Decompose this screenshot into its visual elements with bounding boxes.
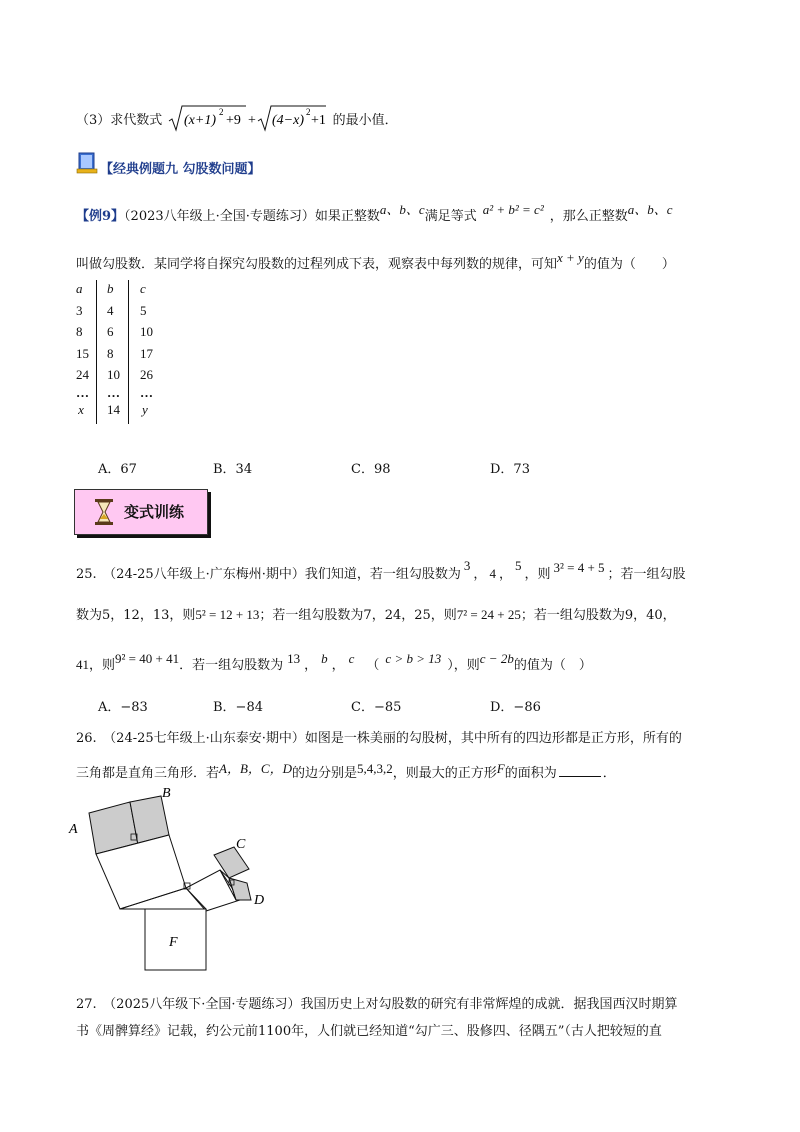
variant-training-box <box>74 489 208 535</box>
label-F: F <box>169 935 178 950</box>
q27-line2: 书《周髀算经》记载，约公元前1100年，人们就已经知道“勾广三、股修四、径隅五”（古人把较短的直 <box>76 1024 662 1039</box>
q26-l2d: 的面积为 <box>504 766 557 781</box>
q25-l1eq: 3² = 4 + 5 <box>553 560 605 575</box>
q25-option-c: C．−85 <box>351 700 402 715</box>
q26-l2e: ． <box>602 766 616 781</box>
q25-line1: 25. （24-25八年级上·广东梅州·期中）我们知道，若一组勾股数为3， 4 ，5，则 3² = 4 + 5 ；若一组勾股 <box>76 558 686 582</box>
example9-abc: a、b、c <box>379 202 425 217</box>
q25-line2 <box>76 604 676 623</box>
q3-line <box>76 103 398 133</box>
table-cell: 4 <box>107 302 114 318</box>
table-cell: 17 <box>140 345 153 361</box>
table-cell: … <box>107 384 120 400</box>
q25-n5: 5 <box>514 558 522 573</box>
q25-l2b: ；若一组勾股数为7，24，25，则 <box>259 608 457 623</box>
table-cell: 26 <box>140 367 153 382</box>
q25-n13: 13 <box>287 651 301 666</box>
q25-option-a: A．−83 <box>98 700 148 715</box>
q25-l1c: ；若一组勾股 <box>607 567 686 582</box>
q25-l3eq: 9² = 40 + 41 <box>115 651 180 666</box>
table-col-a <box>76 278 96 420</box>
q3-expr-b: +9 <box>226 113 242 128</box>
table-cell: 6 <box>107 324 114 339</box>
example9-option-d: D．73 <box>490 462 530 477</box>
table-divider-2 <box>128 280 129 424</box>
q3-expr-a: (x+1) <box>184 113 217 128</box>
example9-line2a: 叫做勾股数．某同学将自探究勾股数的过程列成下表，观察表中每列数的规律，可知 <box>76 257 558 272</box>
example9-abc2: a、b、c <box>627 202 673 217</box>
q25-l3a: ，则 <box>89 658 116 673</box>
table-cell: … <box>140 384 153 400</box>
q27-line1: 27. （2025八年级下·全国·专题练习）我国历史上对勾股数的研究有非常辉煌的成就．据我国西汉时期算 <box>76 997 678 1012</box>
table-cell: x <box>78 401 84 417</box>
q3-exp2a: 2 <box>219 107 224 117</box>
table-header-c: c <box>140 281 146 296</box>
q3-plus: + <box>248 113 257 128</box>
answer-blank[interactable] <box>559 776 601 777</box>
label-D: D <box>254 893 265 908</box>
label-A: A <box>69 822 78 837</box>
q25-l1a: 25. （24-25八年级上·广东梅州·期中）我们知道，若一组勾股数为 <box>76 567 461 582</box>
variant-label: 变式训练 <box>124 503 185 521</box>
example9-tag: 【例9】 <box>76 209 125 224</box>
q25-line3: 41，则9² = 40 + 41．若一组勾股数为 13 ， b ， c （ c > b > 13 ），则c − 2b的值为（ ） <box>76 651 592 673</box>
section-title: 【经典例题九 勾股数问题】 <box>100 162 261 177</box>
book-icon <box>76 152 98 174</box>
table-cell: 5 <box>140 302 147 318</box>
q26-line1: 26. （24-25七年级上·山东泰安·期中）如图是一株美丽的勾股树，其中所有的四边形都是正方形，所有的 <box>76 731 682 746</box>
table-cell: 8 <box>107 345 114 361</box>
table-cell: 24 <box>76 367 89 382</box>
table-header-a: a <box>76 281 83 296</box>
table-col-b <box>107 278 129 420</box>
q3-expr-d: +1 <box>311 113 327 128</box>
q25-l2c: ；若一组勾股数为9，40， <box>520 608 676 623</box>
table-header-b: b <box>107 281 114 296</box>
q26-F: F <box>496 761 505 776</box>
example9-line1 <box>76 202 673 224</box>
table-cell: … <box>76 384 89 400</box>
example9-option-a: A．67 <box>98 462 137 477</box>
example9-source: （2023八年级上·全国·专题练习）如果正整数 <box>124 209 380 224</box>
q25-l3d: ，则 <box>453 658 480 673</box>
table-cell: 8 <box>76 324 83 339</box>
q25-expr: c − 2b <box>479 651 514 666</box>
q26-vals: 5,4,3,2 <box>356 761 393 776</box>
q25-l2a: 数为5，12，13，则 <box>76 608 196 623</box>
example9-option-b: B．34 <box>213 462 253 477</box>
q25-n4: 4 <box>489 566 496 581</box>
label-B: B <box>162 786 171 801</box>
q3-expression <box>168 103 328 133</box>
example9-xy: x + y <box>557 250 584 265</box>
q25-n3: 3 <box>463 558 471 573</box>
q26-l2a: 三角都是直角三角形．若 <box>76 766 220 781</box>
label-C: C <box>236 837 246 852</box>
table-cell: 10 <box>140 324 153 339</box>
hourglass-icon <box>94 499 114 525</box>
example9-eq: a² + b² = c² <box>482 202 544 217</box>
q3-exp2b: 2 <box>306 107 311 117</box>
q25-l3e: 的值为（ ） <box>513 658 592 673</box>
example9-option-c: C．98 <box>351 462 391 477</box>
q25-l2eq2: 7² = 24 + 25 <box>456 607 521 622</box>
table-cell: 10 <box>107 367 120 382</box>
table-cell: 15 <box>76 345 89 361</box>
q3-suffix: 的最小值． <box>332 113 398 128</box>
q25-l2eq1: 5² = 12 + 13 <box>195 607 260 622</box>
pythagoras-tree-figure <box>60 778 290 978</box>
q25-n41: 41 <box>76 657 89 672</box>
table-divider-1 <box>96 280 97 424</box>
table-cell: 14 <box>107 401 120 417</box>
example9-t1: 满足等式 <box>424 209 477 224</box>
q3-prefix: （3）求代数式 <box>76 113 163 128</box>
table-cell: 3 <box>76 302 83 318</box>
q25-var-b: b <box>321 651 328 666</box>
q3-expr-c: (4−x) <box>272 113 305 128</box>
q26-l2b: 的边分别是 <box>291 766 357 781</box>
table-col-c <box>140 278 162 420</box>
example9-t2: ，那么正整数 <box>549 209 628 224</box>
q25-cond: c > b > 13 <box>385 651 442 666</box>
q25-l1b: ，则 <box>524 567 551 582</box>
example9-line2b: 的值为（ ） <box>583 257 675 272</box>
q25-var-c: c <box>348 651 355 666</box>
q26-vars: A，B，C，D <box>219 761 292 776</box>
table-cell: y <box>142 401 148 417</box>
q25-option-b: B．−84 <box>213 700 263 715</box>
example9-line2 <box>76 250 675 272</box>
q25-l3b: ．若一组勾股数为 <box>179 658 284 673</box>
q26-l2c: ，则最大的正方形 <box>392 766 497 781</box>
q25-option-d: D．−86 <box>490 700 541 715</box>
